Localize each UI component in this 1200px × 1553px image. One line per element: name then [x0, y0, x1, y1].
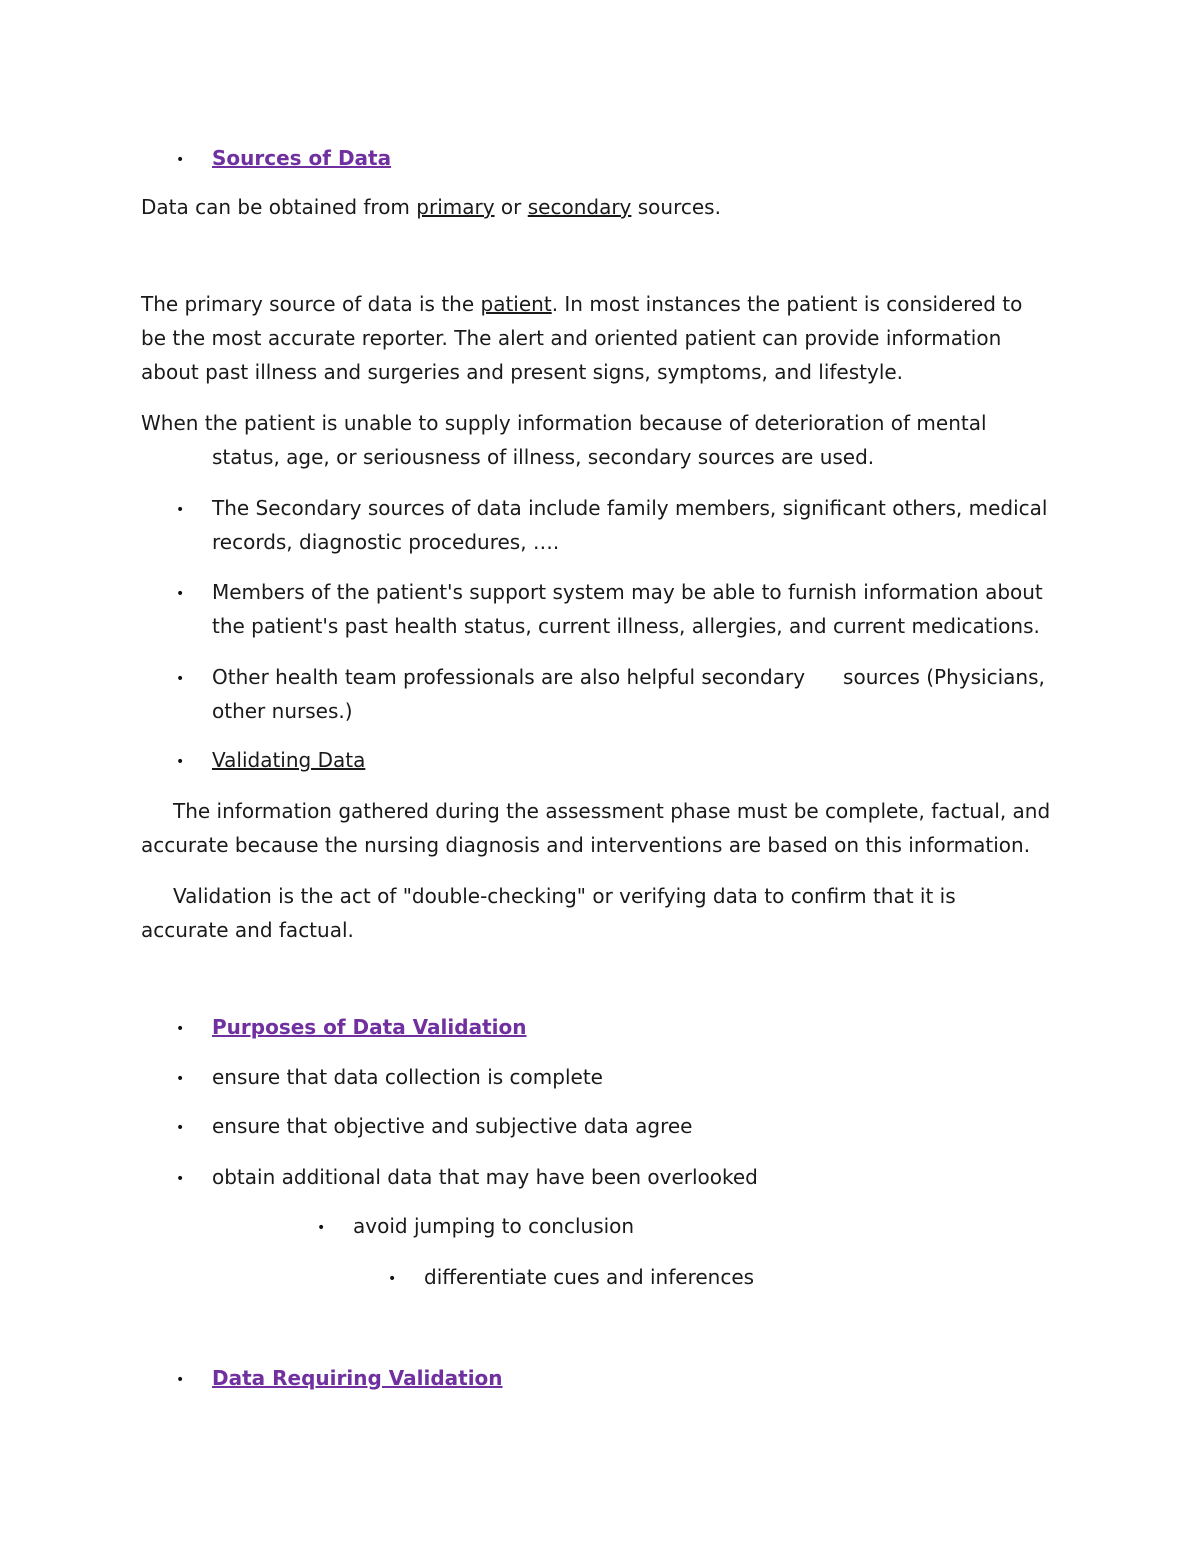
secondary-sources-line-2: records, diagnostic procedures, ….: [212, 530, 560, 554]
primary-term: primary: [416, 195, 495, 219]
bullet: •: [176, 152, 185, 168]
bullet: •: [176, 1071, 185, 1087]
primary-para-line-1: [141, 290, 1022, 318]
intro-text: Data can be obtained from: [141, 195, 417, 219]
primary-para-text: . In most instances the patient is considered to: [551, 292, 1023, 316]
patient-term: patient: [480, 292, 552, 316]
intro-end: sources.: [631, 195, 721, 219]
validating-data-heading: Validating Data: [212, 748, 366, 772]
purpose-item: avoid jumping to conclusion: [353, 1214, 635, 1238]
bullet: •: [176, 754, 185, 770]
primary-para-line-2: be the most accurate reporter. The alert and oriented patient can provide information: [141, 326, 1002, 350]
validating-para-1-line-2: accurate because the nursing diagnosis and interventions are based on this information.: [141, 833, 1031, 857]
purpose-item: obtain additional data that may have been overlooked: [212, 1165, 758, 1189]
bullet: •: [176, 1171, 185, 1187]
when-para-line-1: When the patient is unable to supply information because of deterioration of mental: [141, 411, 987, 435]
validating-para-1-line-1: The information gathered during the assessment phase must be complete, factual, and: [173, 799, 1051, 823]
when-para-line-2: status, age, or seriousness of illness, secondary sources are used.: [212, 445, 875, 469]
support-system-line-2: the patient's past health status, current illness, allergies, and current medications.: [212, 614, 1040, 638]
support-system-line-1: Members of the patient's support system may be able to furnish information about: [212, 580, 1043, 604]
purposes-heading: Purposes of Data Validation: [212, 1015, 527, 1039]
sources-of-data-heading: Sources of Data: [212, 146, 392, 170]
validating-para-2-line-1: Validation is the act of "double-checking" or verifying data to confirm that it is: [173, 884, 956, 908]
bullet: •: [176, 502, 185, 518]
bullet: •: [388, 1271, 397, 1287]
health-team-text: sources (Physicians,: [843, 665, 1045, 689]
health-team-line-1: [212, 663, 1045, 691]
bullet: •: [176, 1372, 185, 1388]
bullet: •: [176, 671, 185, 687]
sources-intro: [141, 193, 721, 221]
purpose-item: ensure that objective and subjective data agree: [212, 1114, 693, 1138]
secondary-term: secondary: [527, 195, 632, 219]
data-requiring-validation-heading: Data Requiring Validation: [212, 1366, 503, 1390]
purpose-item: differentiate cues and inferences: [424, 1265, 755, 1289]
bullet: •: [176, 1021, 185, 1037]
primary-para-text: The primary source of data is the: [141, 292, 481, 316]
bullet: •: [176, 586, 185, 602]
bullet: •: [176, 1120, 185, 1136]
primary-para-line-3: about past illness and surgeries and present signs, symptoms, and lifestyle.: [141, 360, 904, 384]
bullet: •: [317, 1220, 326, 1236]
purpose-item: ensure that data collection is complete: [212, 1065, 603, 1089]
health-team-line-2: other nurses.): [212, 699, 353, 723]
secondary-sources-line-1: The Secondary sources of data include family members, significant others, medical: [212, 496, 1048, 520]
health-team-text: Other health team professionals are also helpful secondary: [212, 665, 806, 689]
intro-or: or: [494, 195, 528, 219]
validating-para-2-line-2: accurate and factual.: [141, 918, 354, 942]
